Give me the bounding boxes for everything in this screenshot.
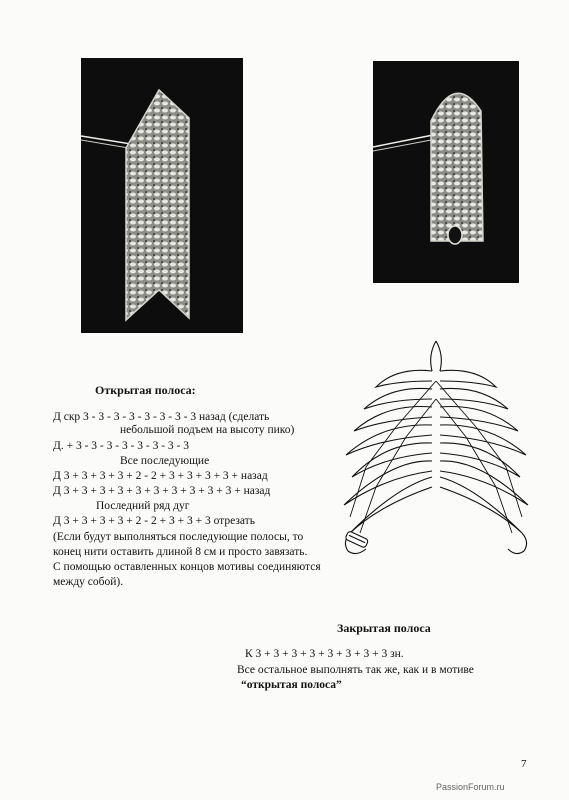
closed-ref: “открытая полоса”: [241, 679, 342, 691]
closed-strip-title: Закрытая полоса: [337, 621, 431, 635]
closed-strip-photo: [373, 61, 519, 283]
instruction-line: Д скр 3 - 3 - 3 - 3 - 3 - 3 - 3 - 3 назад (сделать: [53, 411, 270, 423]
closed-note: Все остальное выполнять так же, как и в мотиве: [237, 664, 474, 676]
closed-formula: К 3 + 3 + 3 + 3 + 3 + 3 + 3 + 3 зн.: [245, 648, 404, 660]
instruction-line: Д 3 + 3 + 3 + 3 + 2 - 2 + 3 + 3 + 3 + 3 + назад: [53, 470, 268, 482]
instruction-line: небольшой подъем на высоту пико): [120, 424, 295, 436]
instruction-line: конец нити оставить длиной 8 см и просто завязать.: [53, 546, 308, 558]
instruction-line: Д 3 + 3 + 3 + 3 + 3 + 3 + 3 + 3 + 3 + 3 + назад: [53, 485, 271, 497]
page-number: 7: [521, 758, 527, 770]
instruction-line: между собой).: [53, 576, 124, 588]
instruction-line: Все последующие: [120, 455, 210, 467]
open-strip-photo: [81, 58, 243, 333]
instruction-line: С помощью оставленных концов мотивы соединяются: [53, 561, 321, 573]
watermark: PassionForum.ru: [436, 782, 505, 792]
instruction-line: Д 3 + 3 + 3 + 3 + 2 - 2 + 3 + 3 + 3 отрезать: [53, 515, 255, 527]
crochet-arc-diagram: [336, 337, 532, 569]
instruction-line: (Если будут выполняться последующие полосы, то: [53, 531, 304, 543]
instruction-line: Д. + 3 - 3 - 3 - 3 - 3 - 3 - 3 - 3: [53, 440, 190, 452]
instruction-line: Последний ряд дуг: [96, 500, 190, 512]
open-strip-title: Открытая полоса:: [95, 383, 196, 397]
